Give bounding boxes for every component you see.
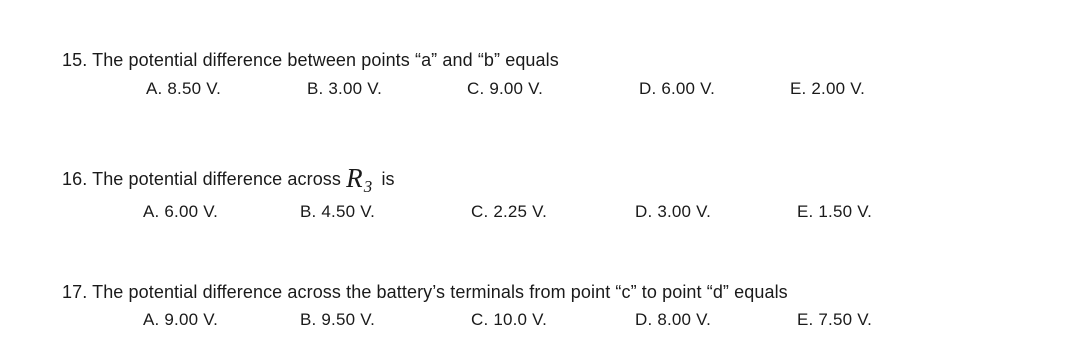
resistor-subscript: 3 xyxy=(363,177,373,196)
question-16-option-c: C. 2.25 V. xyxy=(471,202,548,221)
question-15-option-c: C. 9.00 V. xyxy=(467,79,544,98)
question-17-option-e: E. 7.50 V. xyxy=(797,310,873,329)
question-17-option-b: B. 9.50 V. xyxy=(300,310,376,329)
question-16-option-b: B. 4.50 V. xyxy=(300,202,376,221)
question-17-option-c: C. 10.0 V. xyxy=(471,310,548,329)
question-17-option-a: A. 9.00 V. xyxy=(143,310,219,329)
question-17-text: 17. The potential difference across the battery’s terminals from point “c” to point “d” equals xyxy=(62,282,788,302)
question-15-option-b: B. 3.00 V. xyxy=(307,79,383,98)
question-16-text-after: is xyxy=(381,169,395,189)
question-16-option-e: E. 1.50 V. xyxy=(797,202,873,221)
question-15-option-e: E. 2.00 V. xyxy=(790,79,866,98)
question-16-option-d: D. 3.00 V. xyxy=(635,202,712,221)
question-16-text-before: 16. The potential difference across xyxy=(62,169,342,189)
question-16-option-a: A. 6.00 V. xyxy=(143,202,219,221)
question-15-text: 15. The potential difference between points “a” and “b” equals xyxy=(62,50,559,70)
question-15-option-a: A. 8.50 V. xyxy=(146,79,222,98)
question-17-option-d: D. 8.00 V. xyxy=(635,310,712,329)
resistor-symbol: R xyxy=(346,163,363,193)
question-15-option-d: D. 6.00 V. xyxy=(639,79,716,98)
question-16-text xyxy=(62,163,395,196)
